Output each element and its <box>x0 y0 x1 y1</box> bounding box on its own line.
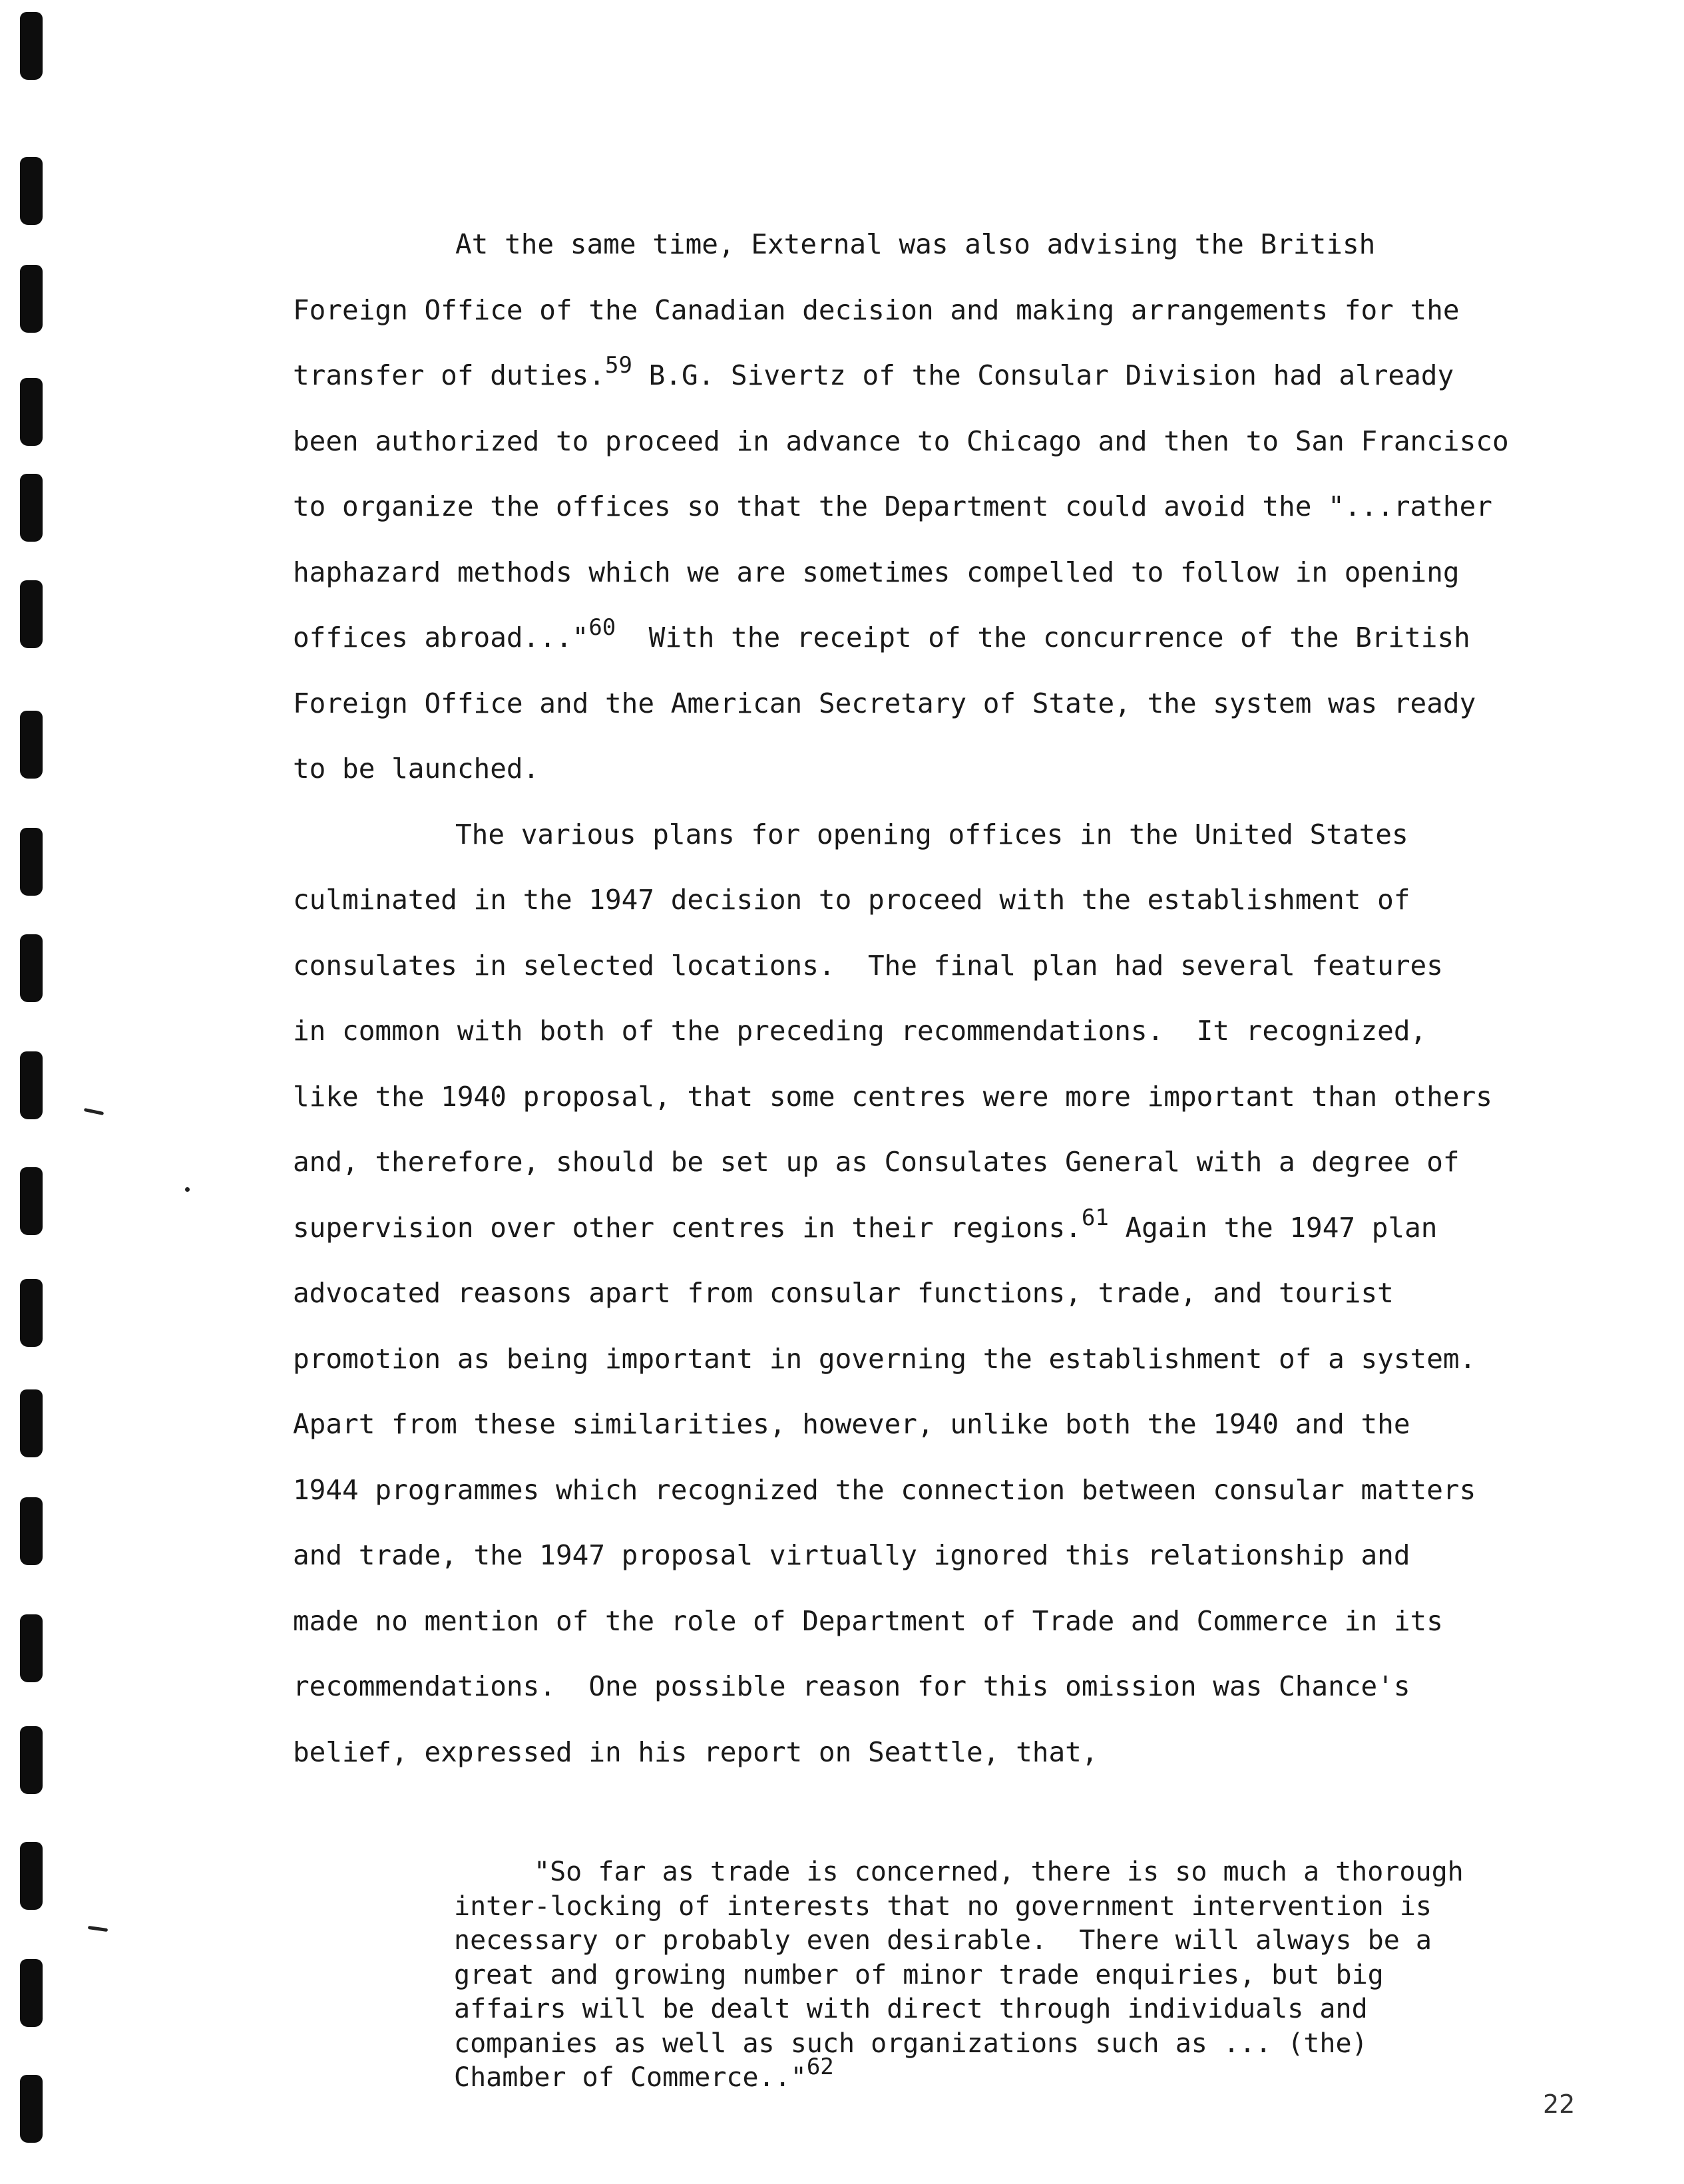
text-line: and trade, the 1947 proposal virtually ignored this relationship and <box>293 1539 1410 1571</box>
binder-hole <box>20 934 43 1002</box>
text-line: At the same time, External was also advising the British <box>455 228 1376 260</box>
block-quote <box>454 1855 1519 2095</box>
binder-hole <box>20 580 43 648</box>
text-line: culminated in the 1947 decision to proceed with the establishment of <box>293 884 1410 916</box>
quote-line: affairs will be dealt with direct through individuals and <box>454 1994 1368 2024</box>
footnote-ref-59: 59 <box>605 352 632 379</box>
text-line: made no mention of the role of Department of Trade and Commerce in its <box>293 1604 1443 1637</box>
binder-hole <box>20 12 43 80</box>
page-number: 22 <box>1543 2090 1576 2119</box>
scan-mark <box>185 1187 190 1192</box>
binder-hole <box>20 474 43 542</box>
binder-hole <box>20 1051 43 1119</box>
text-line: advocated reasons apart from consular functions, trade, and tourist <box>293 1277 1394 1309</box>
scan-mark <box>84 1108 104 1115</box>
text-line: in common with both of the preceding recommendations. It recognized, <box>293 1015 1427 1047</box>
text-line: promotion as being important in governing the establishment of a system. <box>293 1342 1476 1375</box>
footnote-ref-62: 62 <box>806 2054 834 2080</box>
text-line: The various plans for opening offices in the United States <box>455 818 1408 850</box>
footnote-ref-60: 60 <box>588 614 616 641</box>
footnote-ref-61: 61 <box>1081 1204 1109 1231</box>
quote-line: "So far as trade is concerned, there is so much a thorough <box>534 1857 1464 1887</box>
binder-hole <box>20 157 43 225</box>
binder-hole <box>20 1959 43 2027</box>
binder-hole <box>20 1167 43 1235</box>
binder-hole <box>20 1614 43 1682</box>
quote-line: great and growing number of minor trade enquiries, but big <box>454 1959 1384 1990</box>
text-line: like the 1940 proposal, that some centres were more important than others <box>293 1080 1492 1113</box>
text-line: consulates in selected locations. The final plan had several features <box>293 949 1443 982</box>
text-line: Apart from these similarities, however, unlike both the 1940 and the <box>293 1408 1410 1440</box>
binder-hole <box>20 2075 43 2143</box>
binder-hole <box>20 1726 43 1794</box>
text-line: to organize the offices so that the Department could avoid the "...rather <box>293 490 1492 522</box>
binder-holes <box>20 0 44 2184</box>
binder-hole <box>20 828 43 896</box>
text-line: been authorized to proceed in advance to Chicago and then to San Francisco <box>293 425 1509 457</box>
binder-hole <box>20 265 43 333</box>
text-line: Foreign Office and the American Secretary of State, the system was ready <box>293 687 1476 719</box>
quote-line: inter-locking of interests that no government intervention is <box>454 1891 1432 1922</box>
text-line: haphazard methods which we are sometimes compelled to follow in opening <box>293 556 1460 588</box>
quote-line: necessary or probably even desirable. There will always be a <box>454 1925 1432 1956</box>
binder-hole <box>20 1842 43 1910</box>
binder-hole <box>20 1497 43 1565</box>
quote-line: Chamber of Commerce.."$^{62}$ <box>454 2054 834 2093</box>
text-line: recommendations. One possible reason for this omission was Chance's <box>293 1670 1410 1702</box>
body-text <box>293 212 1531 1785</box>
text-line: offices abroad..."$^{60}$ With the receipt of the concurrence of the British <box>293 614 1470 653</box>
scan-mark <box>88 1926 108 1932</box>
text-line: supervision over other centres in their regions.$^{61}$ Again the 1947 plan <box>293 1204 1438 1244</box>
text-line: belief, expressed in his report on Seattle, that, <box>293 1735 1098 1768</box>
text-line: 1944 programmes which recognized the connection between consular matters <box>293 1473 1476 1506</box>
text-line: and, therefore, should be set up as Consulates General with a degree of <box>293 1146 1460 1178</box>
text-line: to be launched. <box>293 753 540 785</box>
text-line: transfer of duties.$^{59}$ B.G. Sivertz of the Consular Division had already <box>293 352 1454 391</box>
quote-line: companies as well as such organizations such as ... (the) <box>454 2028 1368 2059</box>
binder-hole <box>20 1389 43 1457</box>
binder-hole <box>20 1279 43 1347</box>
binder-hole <box>20 378 43 446</box>
text-line: Foreign Office of the Canadian decision and making arrangements for the <box>293 293 1460 326</box>
binder-hole <box>20 711 43 779</box>
